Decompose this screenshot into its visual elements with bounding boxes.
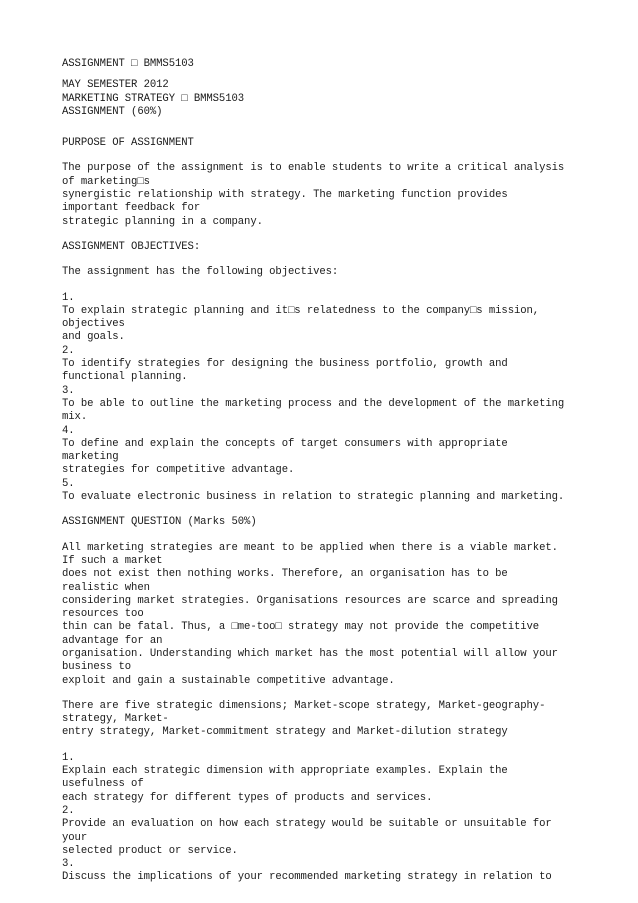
text-line: considering market strategies. Organisations resources are scarce and spreading <box>62 594 558 607</box>
text-line: important feedback for <box>62 202 201 215</box>
list-item-number: 2. <box>62 804 75 817</box>
text-line: There are five strategic dimensions; Market-scope strategy, Market-geography- <box>62 699 546 712</box>
objectives-heading: ASSIGNMENT OBJECTIVES: <box>62 240 201 253</box>
dimensions-paragraph <box>62 700 598 740</box>
text-line: selected product or service. <box>62 844 238 857</box>
text-line: advantage for an <box>62 634 163 647</box>
text-line: resources too <box>62 608 144 621</box>
text-line: Discuss the implications of your recommended marketing strategy in relation to <box>62 871 552 884</box>
text-line: does not exist then nothing works. Therefore, an organisation has to be <box>62 568 508 581</box>
list-item-number: 1. <box>62 291 75 304</box>
text-line: and goals. <box>62 331 125 344</box>
text-line: mix. <box>62 411 88 424</box>
text-line: exploit and gain a sustainable competitive advantage. <box>62 674 395 687</box>
text-line: strategies for competitive advantage. <box>62 464 295 477</box>
text-line: To identify strategies for designing the business portfolio, growth and <box>62 358 508 371</box>
text-line: organisation. Understanding which market has the most potential will allow your <box>62 647 558 660</box>
text-line: strategy, Market- <box>62 713 169 726</box>
text-line: each strategy for different types of products and services. <box>62 791 433 804</box>
text-line: Provide an evaluation on how each strategy would be suitable or unsuitable for <box>62 818 552 831</box>
purpose-heading: PURPOSE OF ASSIGNMENT <box>62 137 194 150</box>
text-line: usefulness of <box>62 778 144 791</box>
text-line: All marketing strategies are meant to be applied when there is a viable market. <box>62 541 558 554</box>
objectives-intro: The assignment has the following objectives: <box>62 266 339 279</box>
purpose-paragraph <box>62 162 598 228</box>
course-line: MARKETING STRATEGY □ BMMS5103 <box>62 92 245 105</box>
text-line: of marketing□s <box>62 175 150 188</box>
list-item-number: 4. <box>62 424 75 437</box>
list-item-number: 3. <box>62 858 75 871</box>
list-item-number: 1. <box>62 751 75 764</box>
text-line: strategic planning in a company. <box>62 215 263 228</box>
weight-line: ASSIGNMENT (60%) <box>62 105 163 118</box>
list-item-number: 3. <box>62 384 75 397</box>
text-line: business to <box>62 661 132 674</box>
question-paragraph <box>62 542 598 688</box>
text-line: marketing <box>62 451 119 464</box>
text-line: To define and explain the concepts of target consumers with appropriate <box>62 437 508 450</box>
text-line: thin can be fatal. Thus, a □me-too□ strategy may not provide the competitive <box>62 621 540 634</box>
text-line: Explain each strategic dimension with appropriate examples. Explain the <box>62 765 508 778</box>
assignment-code-line: ASSIGNMENT □ BMMS5103 <box>62 58 194 70</box>
tasks-list <box>62 752 598 885</box>
text-line: realistic when <box>62 581 150 594</box>
text-line: To be able to outline the marketing process and the development of the marketing <box>62 397 565 410</box>
text-line: entry strategy, Market-commitment strategy and Market-dilution strategy <box>62 726 508 739</box>
text-line: functional planning. <box>62 371 188 384</box>
text-line: synergistic relationship with strategy. The marketing function provides <box>62 189 508 202</box>
question-heading: ASSIGNMENT QUESTION (Marks 50%) <box>62 516 257 529</box>
text-line: To evaluate electronic business in relation to strategic planning and marketing. <box>62 491 565 504</box>
list-item-number: 2. <box>62 344 75 357</box>
text-line: The purpose of the assignment is to enable students to write a critical analysis <box>62 162 565 175</box>
semester-line: MAY SEMESTER 2012 <box>62 79 169 92</box>
text-line: If such a market <box>62 554 163 567</box>
objectives-list <box>62 292 598 505</box>
text-line: your <box>62 831 88 844</box>
text-line: objectives <box>62 318 125 331</box>
text-line: To explain strategic planning and it□s relatedness to the company□s mission, <box>62 304 540 317</box>
list-item-number: 5. <box>62 477 75 490</box>
